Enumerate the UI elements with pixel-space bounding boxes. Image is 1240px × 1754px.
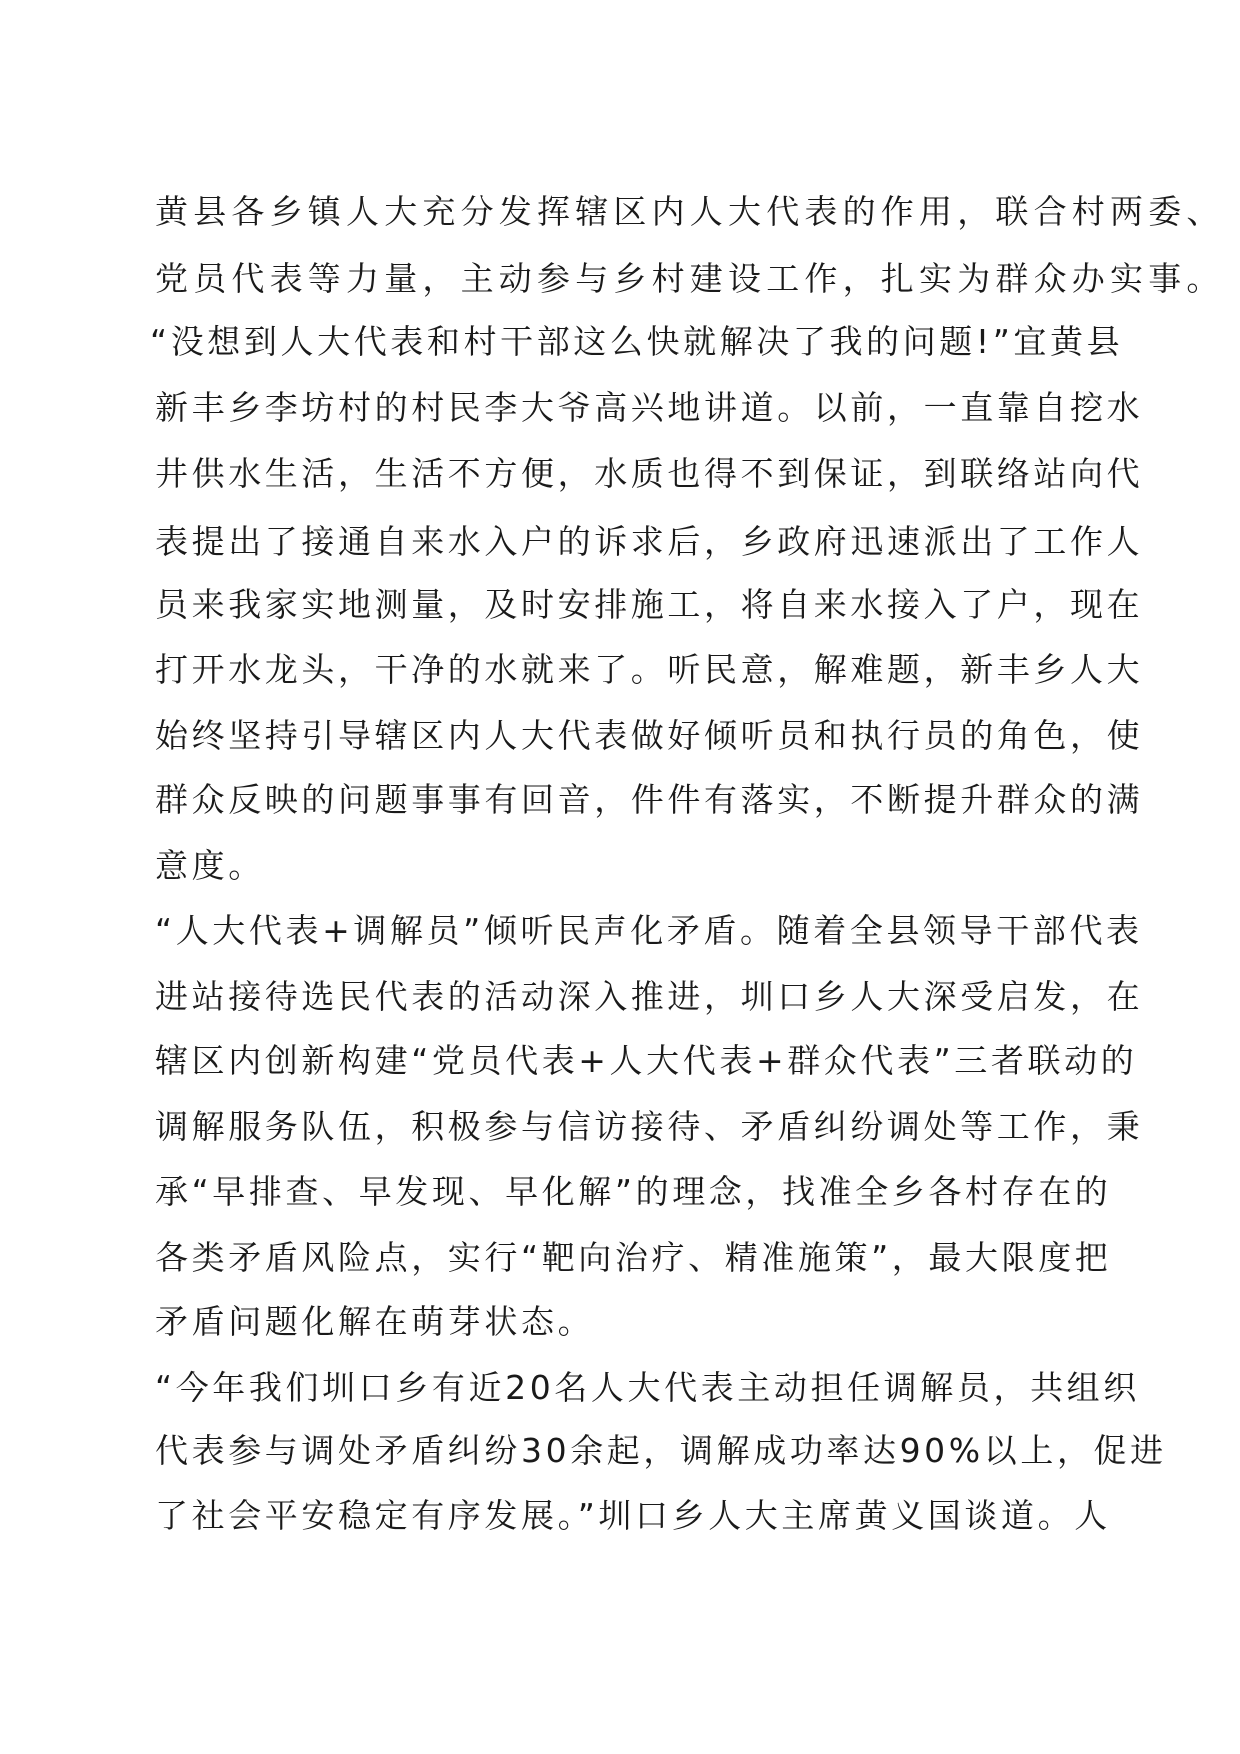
text-line: 党员代表等力量，主动参与乡村建设工作，扎实为群众办实事。 — [155, 259, 1225, 298]
text-line: 始终坚持引导辖区内人大代表做好倾听员和执行员的角色，使 — [155, 716, 1144, 755]
text-line: 新丰乡李坊村的村民李大爷高兴地讲道。以前，一直靠自挖水 — [155, 388, 1144, 427]
text-line: 了社会平安稳定有序发展。”圳口乡人大主席黄义国谈道。人 — [155, 1496, 1111, 1535]
text-line: 承“早排查、早发现、早化解”的理念，找准全乡各村存在的 — [155, 1172, 1112, 1211]
text-line: 辖区内创新构建“党员代表+人大代表+群众代表”三者联动的 — [155, 1041, 1138, 1080]
text-line: 代表参与调处矛盾纠纷30余起，调解成功率达90%以上，促进 — [155, 1431, 1167, 1470]
text-line: “人大代表+调解员”倾听民声化矛盾。随着全县领导干部代表 — [155, 911, 1143, 950]
text-line: 意度。 — [155, 846, 265, 885]
text-line: 员来我家实地测量，及时安排施工，将自来水接入了户，现在 — [155, 585, 1144, 624]
text-line: 群众反映的问题事事有回音，件件有落实，不断提升群众的满 — [155, 780, 1144, 819]
text-line: 表提出了接通自来水入户的诉求后，乡政府迅速派出了工作人 — [155, 522, 1144, 561]
text-line: 黄县各乡镇人大充分发挥辖区内人大代表的作用，联合村两委、 — [155, 192, 1225, 231]
text-line: 调解服务队伍，积极参与信访接待、矛盾纠纷调处等工作，秉 — [155, 1107, 1144, 1146]
text-line: 井供水生活，生活不方便，水质也得不到保证，到联络站向代 — [155, 454, 1144, 493]
text-line: “今年我们圳口乡有近20名人大代表主动担任调解员，共组织 — [155, 1368, 1140, 1407]
text-line: 进站接待选民代表的活动深入推进，圳口乡人大深受启发，在 — [155, 977, 1144, 1016]
text-line: “没想到人大代表和村干部这么快就解决了我的问题!”宜黄县 — [150, 322, 1124, 361]
text-line: 各类矛盾风险点，实行“靶向治疗、精准施策”，最大限度把 — [155, 1238, 1112, 1277]
text-line: 打开水龙头，干净的水就来了。听民意，解难题，新丰乡人大 — [155, 650, 1144, 689]
text-line: 矛盾问题化解在萌芽状态。 — [155, 1302, 595, 1341]
